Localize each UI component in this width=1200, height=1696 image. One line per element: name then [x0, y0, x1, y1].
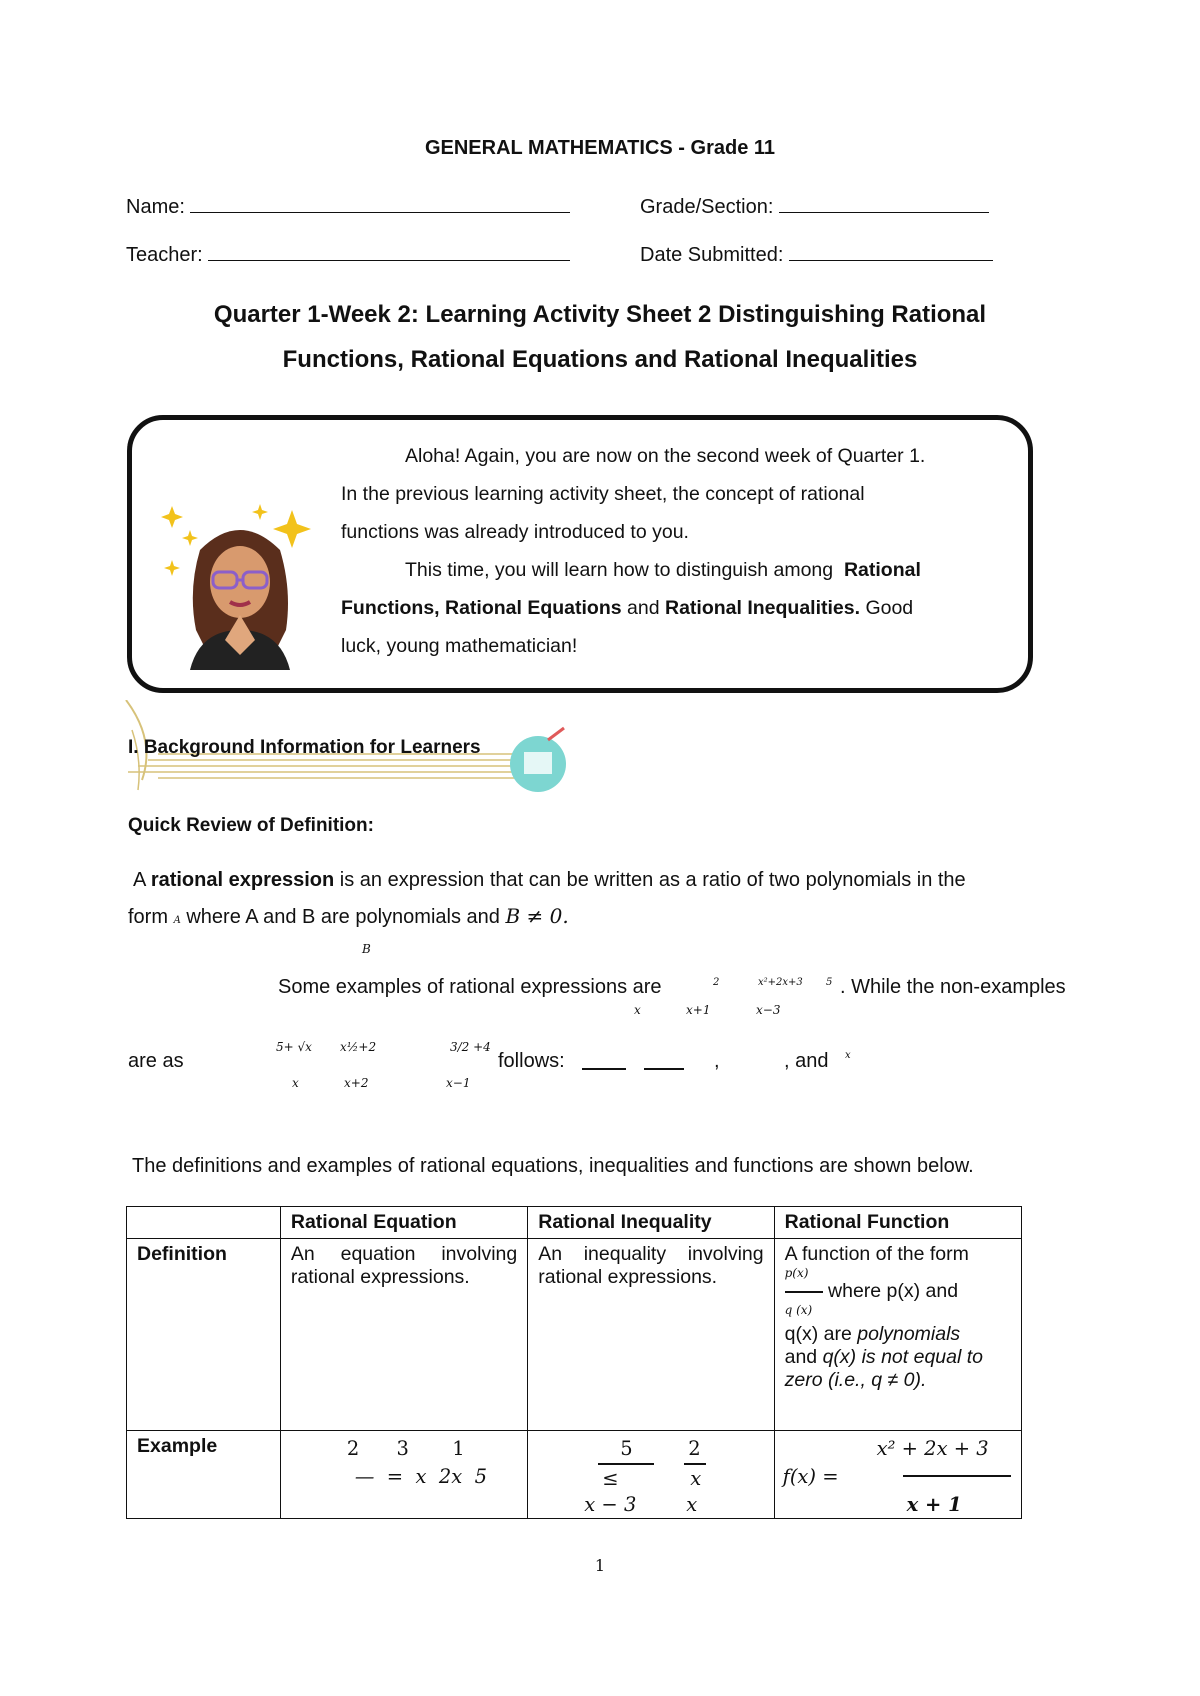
ex-fn-frac-bar — [903, 1475, 1011, 1477]
ex2-den: x+1 — [686, 1003, 711, 1017]
def-ineq-line2: rational expressions. — [538, 1266, 718, 1288]
teacher-blank[interactable] — [208, 242, 570, 261]
intro-p2-line3: luck, young mathematician! — [341, 635, 578, 657]
definition-line1 — [133, 869, 1088, 892]
ex-fn-den: x + 1 — [906, 1493, 962, 1516]
table-row-example — [127, 1431, 1022, 1519]
grade-section-field — [640, 194, 989, 219]
while-text: . While the non-examples — [840, 976, 1066, 998]
header-rational-inequality: Rational Inequality — [528, 1207, 774, 1239]
def-bold-term: rational expression — [150, 869, 335, 891]
def-a: A — [133, 869, 146, 891]
nex3-num: 3/2 +4 — [450, 1040, 491, 1054]
ex-ineq-op: ≤ — [602, 1467, 619, 1490]
ex-ineq-rhs-bar — [684, 1463, 706, 1465]
ex-ineq-den: x − 3 — [584, 1493, 637, 1516]
definitions-table — [126, 1206, 1022, 1519]
def-fn-q-text: q(x) are — [784, 1323, 852, 1345]
table-row-definition — [127, 1239, 1022, 1431]
def-fn-zero: zero (i.e., q ≠ 0). — [784, 1369, 927, 1391]
def-fn-polynomials: polynomials — [857, 1323, 961, 1345]
teacher-avatar-icon — [150, 490, 340, 670]
def-fn-mid: where p(x) and — [828, 1280, 959, 1302]
def-eq-line2: rational expressions. — [290, 1266, 470, 1288]
are-as-text: are as — [128, 1050, 184, 1072]
def-fn-mid-row — [785, 1280, 1011, 1303]
table-intro: The definitions and examples of rational equations, inequalities and functions are shown below. — [132, 1155, 974, 1177]
def-fn-frac-bar — [785, 1291, 823, 1293]
def-fn-den: q (x) — [784, 1303, 813, 1317]
intro-good: Good — [865, 597, 914, 619]
def-inequality-cell — [528, 1239, 774, 1431]
def-fn-line4 — [785, 1346, 1011, 1369]
ex-ineq-num: 5 — [620, 1437, 633, 1460]
def-condition: B ≠ 0. — [505, 904, 569, 928]
name-label: Name: — [126, 196, 185, 218]
date-submitted-field — [640, 242, 993, 267]
intro-bold-inequalities: Rational Inequalities. — [664, 597, 861, 619]
examples-text: Some examples of rational expressions are — [278, 976, 662, 998]
header-rational-function: Rational Function — [774, 1207, 1021, 1239]
ex1-num: 2 — [713, 977, 720, 988]
name-blank[interactable] — [190, 194, 570, 213]
ex2-num: x²+2x+3 — [758, 977, 803, 988]
def-frac-num: A — [173, 915, 181, 926]
def-form: form — [128, 906, 168, 928]
def-where: where A and B are polynomials and — [186, 906, 500, 928]
def-fn-not-equal: q(x) is not equal to — [822, 1346, 983, 1368]
ex-ineq-extra: x — [686, 1493, 698, 1516]
grade-section-blank[interactable] — [779, 194, 989, 213]
nex-frac-bar-1 — [582, 1068, 626, 1070]
intro-p1-line2: In the previous learning activity sheet, the concept of rational — [341, 483, 865, 505]
title-line-2: Functions, Rational Equations and Rational Inequalities — [282, 346, 918, 373]
def-fn-num: p(x) — [784, 1266, 809, 1280]
definition-label: Definition — [137, 1243, 227, 1265]
title-line-1: Quarter 1-Week 2: Learning Activity Sheet 2 Distinguishing Rational — [213, 301, 987, 328]
intro-p2-bold-rational: Rational — [843, 559, 921, 581]
def-ineq-line1: An inequality involving — [538, 1243, 764, 1265]
ex3-num: 5 — [826, 977, 833, 988]
page-number: 1 — [594, 1556, 606, 1575]
ex-eq-bottom: — = x 2x 5 — [354, 1465, 488, 1488]
date-submitted-label: Date Submitted: — [640, 244, 784, 266]
def-frac-den: B — [362, 942, 371, 956]
nex4: x — [845, 1050, 851, 1061]
ex-fn-num: x² + 2x + 3 — [876, 1437, 989, 1460]
intro-bold-functions-equations: Functions, Rational Equations — [341, 597, 622, 619]
nex-comma: , — [714, 1050, 720, 1072]
ex-fn-lhs: f(x) = — [782, 1465, 839, 1488]
def-fn-and: and — [784, 1346, 818, 1368]
intro-p2-text: This time, you will learn how to distinguish among — [405, 559, 834, 581]
subject-heading: GENERAL MATHEMATICS - Grade 11 — [424, 137, 776, 159]
intro-and: and — [627, 597, 660, 619]
name-field — [126, 194, 570, 219]
follows-text: follows: — [498, 1050, 565, 1072]
ex-function-cell — [774, 1431, 1021, 1519]
example-label: Example — [137, 1435, 218, 1457]
intro-p1-line3: functions was already introduced to you. — [341, 521, 689, 543]
nex2-num: x½+2 — [340, 1040, 377, 1054]
def-fn-line1: A function of the form — [784, 1243, 969, 1265]
ex1-den: x — [634, 1003, 641, 1017]
nex1-num: 5+ √x — [276, 1040, 312, 1054]
intro-p2-line1 — [405, 551, 921, 589]
def-rest: is an expression that can be written as a ratio of two polynomials in the — [339, 869, 966, 891]
ex-equation-cell — [280, 1431, 527, 1519]
nex1-den: x — [292, 1076, 299, 1090]
teacher-label: Teacher: — [126, 244, 203, 266]
ex3-den: x−3 — [756, 1003, 781, 1017]
def-fn-line3 — [785, 1323, 1011, 1346]
quick-review-heading: Quick Review of Definition: — [128, 815, 374, 836]
table-header-row — [127, 1207, 1022, 1239]
section-heading: I. Background Information for Learners — [128, 737, 481, 758]
nex-frac-bar-2 — [644, 1068, 684, 1070]
header-rational-equation: Rational Equation — [280, 1207, 527, 1239]
ex-eq-top: 2 3 1 — [346, 1437, 465, 1460]
ex-ineq-rhs-den: x — [690, 1467, 702, 1490]
def-equation-cell — [280, 1239, 527, 1431]
grade-section-label: Grade/Section: — [640, 196, 774, 218]
ex-inequality-cell — [528, 1431, 774, 1519]
intro-p1-line1: Aloha! Again, you are now on the second week of Quarter 1. — [405, 445, 926, 467]
ex-ineq-rhs-num: 2 — [688, 1437, 701, 1460]
ex-ineq-frac-bar — [598, 1463, 654, 1465]
definition-line2 — [128, 904, 569, 929]
date-submitted-blank[interactable] — [789, 242, 993, 261]
nex3-den: x−1 — [446, 1076, 471, 1090]
and-text: , and — [784, 1050, 829, 1072]
def-eq-line1: An equation involving — [290, 1243, 518, 1265]
nex2-den: x+2 — [344, 1076, 369, 1090]
intro-p2-line2 — [341, 589, 913, 627]
def-function-cell — [774, 1239, 1021, 1431]
header-empty — [127, 1207, 281, 1239]
teacher-field — [126, 242, 570, 267]
